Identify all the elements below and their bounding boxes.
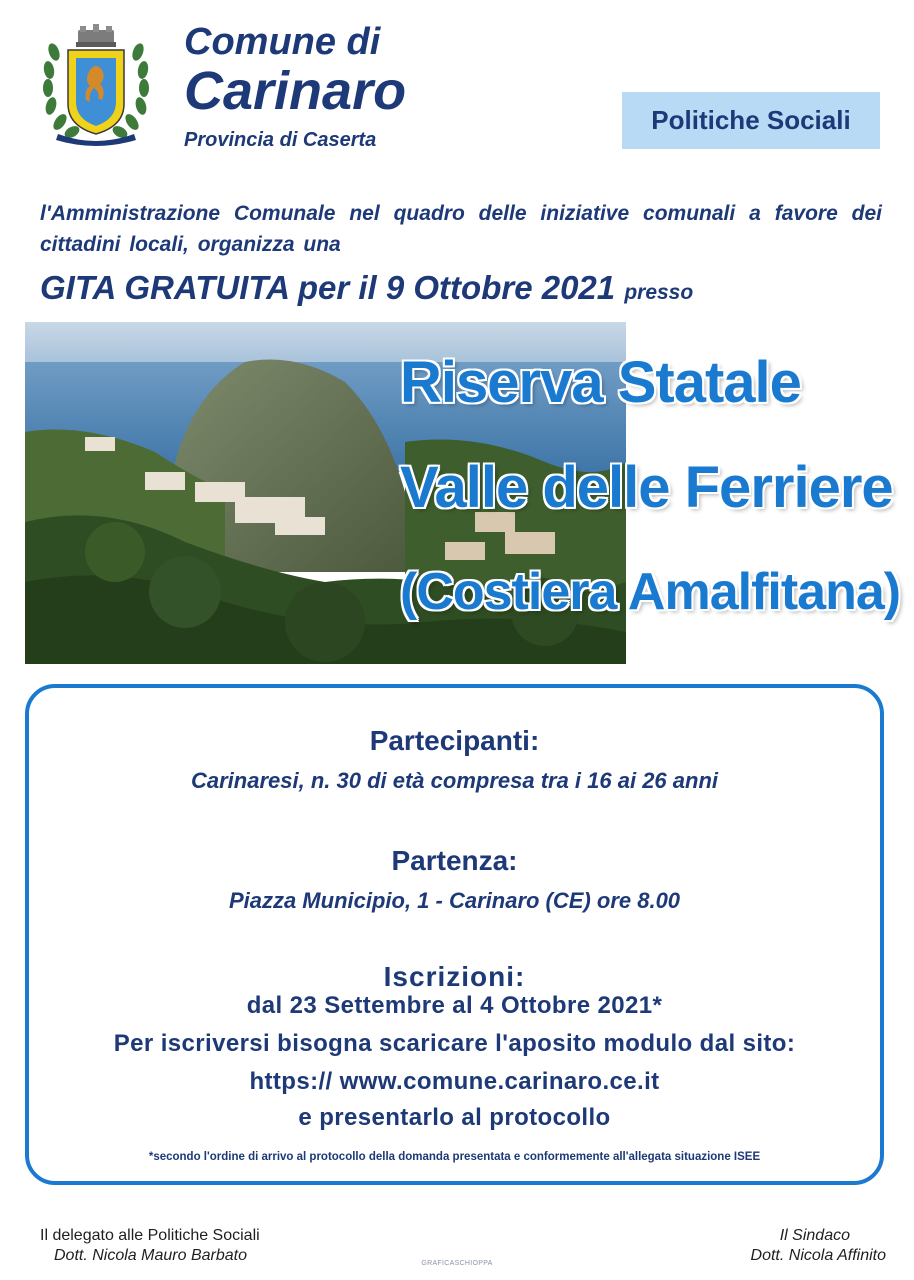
signature-right-name: Dott. Nicola Affinito: [750, 1247, 886, 1264]
destination-line1: Riserva Statale: [400, 350, 801, 415]
signature-right-role: Il Sindaco: [779, 1227, 850, 1244]
trip-headline-text: GITA GRATUITA per il 9 Ottobre 2021: [40, 269, 616, 306]
destination-line2: Valle delle Ferriere: [400, 455, 893, 520]
design-credit: GRAFICASCHIOPPA: [421, 1260, 493, 1267]
info-box: [25, 684, 884, 1185]
departure-text: Piazza Municipio, 1 - Carinaro (CE) ore 8.00: [228, 888, 681, 913]
intro-text: l'Amministrazione Comunale nel quadro delle iniziative comunali a favore dei cittadini locali, organizza una: [40, 202, 882, 256]
footnote: *secondo l'ordine di arrivo al protocollo della domanda presentata e conformemente all'allegata situazione ISEE: [148, 1151, 761, 1163]
signature-left-role: Il delegato alle Politiche Sociali: [40, 1227, 260, 1244]
signature-left-name: Dott. Nicola Mauro Barbato: [54, 1247, 247, 1264]
department-badge: Politiche Sociali: [622, 92, 880, 149]
registration-submit: e presentarlo al protocollo: [298, 1104, 611, 1131]
participants-text: Carinaresi, n. 30 di età compresa tra i 16 ai 26 anni: [190, 768, 719, 793]
participants-heading: Partecipanti:: [369, 725, 540, 756]
registration-instructions: Per iscriversi bisogna scaricare l'aposito modulo dal sito:: [113, 1030, 796, 1057]
trip-headline-suffix: presso: [624, 281, 694, 304]
registration-heading: Iscrizioni:: [383, 961, 526, 992]
registration-url[interactable]: https:// www.comune.carinaro.ce.it: [249, 1068, 660, 1095]
registration-dates: dal 23 Settembre al 4 Ottobre 2021*: [246, 992, 663, 1019]
province-subtitle: Provincia di Caserta: [184, 129, 377, 151]
departure-heading: Partenza:: [391, 845, 518, 876]
destination-line3: (Costiera Amalfitana): [400, 563, 901, 621]
title-line1: Comune di: [184, 21, 381, 63]
coat-of-arms-icon: [40, 22, 152, 150]
trip-headline: [40, 268, 693, 313]
page-title: Carinaro: [184, 61, 407, 121]
